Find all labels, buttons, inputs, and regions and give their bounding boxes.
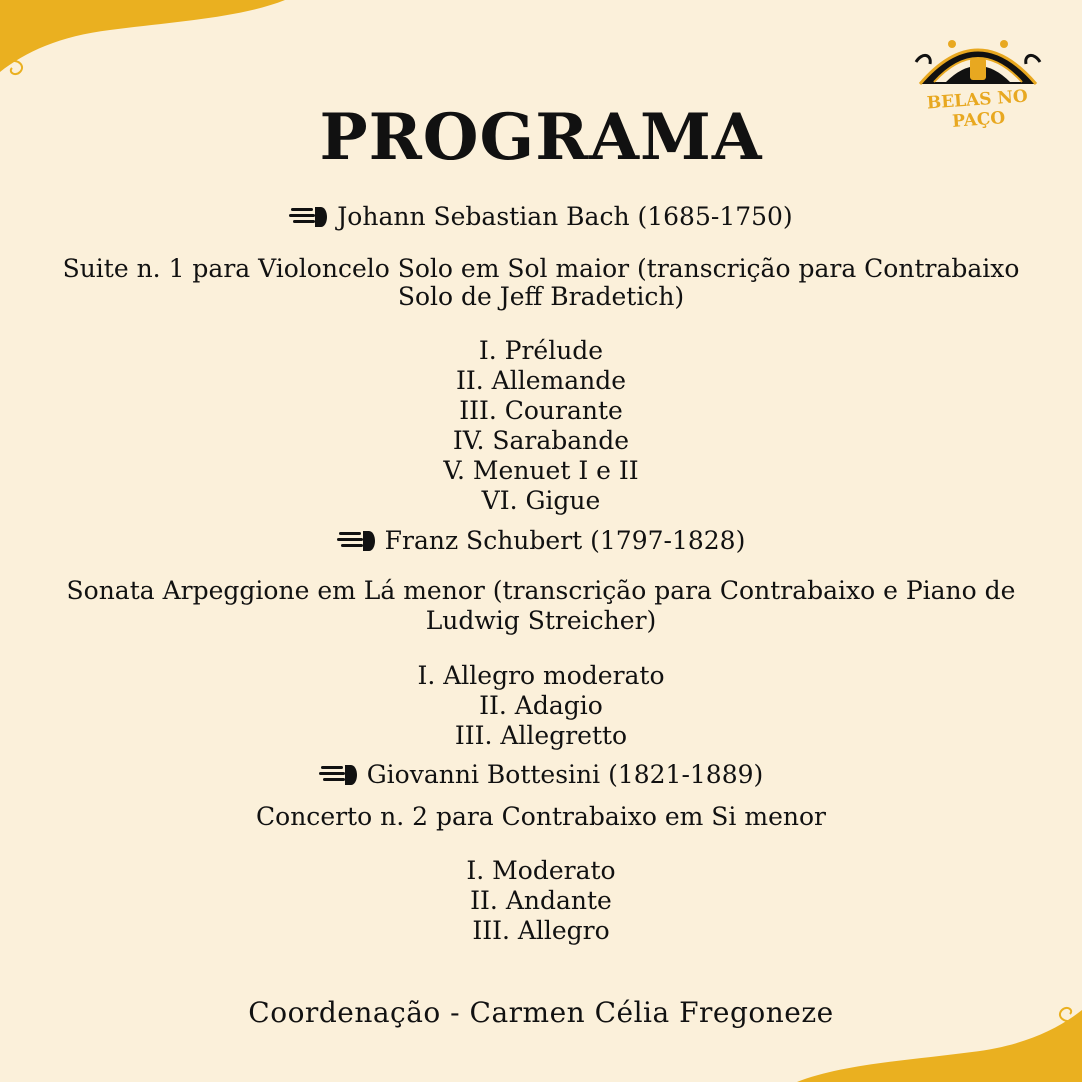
work-title-line: Solo de Jeff Bradetich) bbox=[397, 282, 685, 311]
baton-icon bbox=[289, 206, 327, 228]
movement-item: II. Andante bbox=[470, 886, 612, 915]
composer-name: Johann Sebastian Bach (1685-1750) bbox=[337, 202, 793, 231]
composer-heading bbox=[0, 202, 1082, 232]
movement-list bbox=[0, 661, 1082, 751]
work-title-line: Suite n. 1 para Violoncelo Solo em Sol maior (transcrição para Contrabaixo bbox=[62, 254, 1020, 283]
movement-list bbox=[0, 336, 1082, 516]
composer-name: Giovanni Bottesini (1821-1889) bbox=[366, 760, 764, 789]
movement-item: III. Allegro bbox=[472, 916, 610, 945]
movement-item: II. Adagio bbox=[479, 691, 603, 720]
composer-heading bbox=[0, 760, 1082, 790]
movement-item: VI. Gigue bbox=[481, 486, 601, 515]
work-title-line: Ludwig Streicher) bbox=[425, 606, 657, 635]
coordination-credit: Coordenação - Carmen Célia Fregoneze bbox=[248, 996, 834, 1029]
movement-list bbox=[0, 856, 1082, 946]
movement-item: I. Prélude bbox=[478, 336, 604, 365]
logo-text: BELAS NO PAÇO bbox=[926, 86, 1029, 132]
movement-item: III. Allegretto bbox=[454, 721, 628, 750]
composer-heading bbox=[0, 526, 1082, 556]
work-title-line: Concerto n. 2 para Contrabaixo em Si menor bbox=[256, 802, 826, 831]
composer-name: Franz Schubert (1797-1828) bbox=[384, 526, 746, 555]
page-title: PROGRAMA bbox=[319, 100, 763, 175]
baton-icon bbox=[337, 530, 375, 552]
movement-item: I. Moderato bbox=[466, 856, 616, 885]
work-title-line: Sonata Arpeggione em Lá menor (transcrição para Contrabaixo e Piano de bbox=[66, 576, 1016, 605]
movement-item: V. Menuet I e II bbox=[443, 456, 639, 485]
movement-item: II. Allemande bbox=[456, 366, 626, 395]
movement-item: I. Allegro moderato bbox=[417, 661, 665, 690]
movement-item: III. Courante bbox=[459, 396, 623, 425]
baton-icon bbox=[319, 764, 357, 786]
corner-swirl-top-left bbox=[0, 0, 290, 90]
movement-item: IV. Sarabande bbox=[452, 426, 630, 455]
